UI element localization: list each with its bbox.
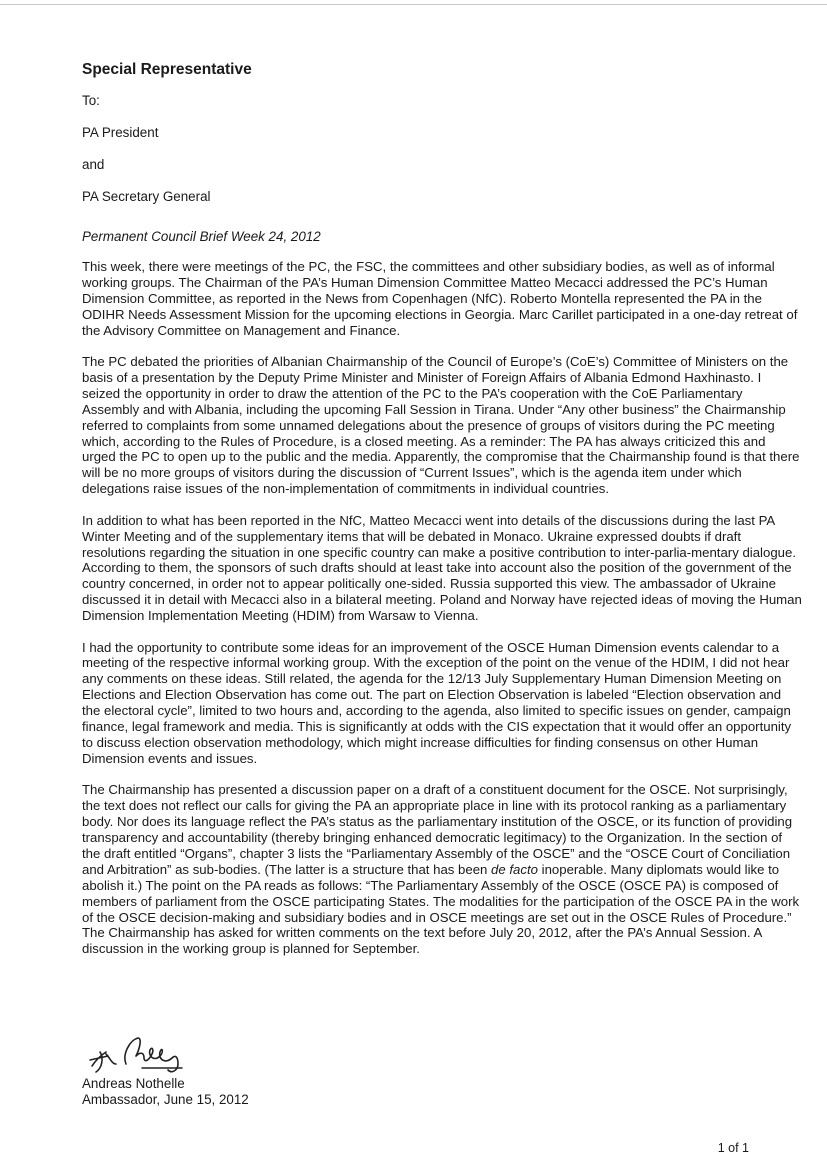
paragraph-4: I had the opportunity to contribute some ideas for an improvement of the OSCE Human Dimension events calendar to a meeting of the respective informal working group. With the exception of the point on the venue of the HDIM, I did not hear any comments on these ideas. Still related, the agenda for the 12/13 July Supplementary Human Dimension Meeting on Elections and Election Observation has come out. The part on Election Observation is labeled “Election observation and the electoral cycle”, limited to two hours and, according to the agenda, also limited to specific issues on gender, campaign finance, legal framework and media. This is significantly at odds with the CIS expectation that it would offer an opportunity to discuss election observation methodology, which might increase difficulties for finding consensus on other Human Dimension events and issues. (82, 639, 792, 766)
page-number: 1 of 1 (717, 1141, 749, 1155)
recipient-president: PA President (82, 125, 159, 140)
brief-subtitle: Permanent Council Brief Week 24, 2012 (82, 229, 321, 244)
paragraph-2: The PC debated the priorities of Albanian Chairmanship of the Council of Europe’s (CoE’s) Committee of Ministers on the basis of a presentation by the Deputy Prime Minister and Minister of Foreign Affairs of Albania Edmond Haxhinasto. I seized the opportunity in order to draw the attention of the PC to the PA’s cooperation with the CoE Parliamentary Assembly and with Albania, including the upcoming Fall Session in Tirana. Under “Any other business” the Chairmanship referred to complaints from some unnamed delegations about the presence of groups of visitors during the PC meeting which, according to the Rules of Procedure, is a closed meeting. As a reminder: The PA has always criticized this and urged the PC to open up to the public and the media. Apparently, the compromise that the Chairmanship found is that there will be no more groups of visitors during the discussion of “Current Issues”, which is the agenda item under which delegations raise issues of the non-implementation of commitments in individual countries. (82, 354, 800, 497)
paragraph-1: This week, there were meetings of the PC, the FSC, the committees and other subsidiary bodies, as well as of informal working groups. The Chairman of the PA’s Human Dimension Committee Matteo Mecacci addressed the PC’s Human Dimension Committee, as reported in the News from Copenhagen (NfC). Roberto Montella represented the PA in the ODIHR Needs Assessment Mission for the upcoming elections in Georgia. Marc Carillet participated in a one-day retreat of the Advisory Committee on Management and Finance. (82, 259, 798, 338)
paragraph-5 (82, 782, 802, 957)
paragraph-5-part-2: inoperable. Many diplomats would like to abolish it.) The point on the PA reads as follows: “The Parliamentary Assembly of the OSCE (OSCE PA) is composed of members of parliament from the OSCE participating States. The modalities for the participation of the OSCE PA in the work of the OSCE decision-making and subsidiary bodies and in OSCE meetings are set out in the OSCE Rules of Procedure.” The Chairmanship has asked for written comments on the text before July 20, 2012, after the PA’s Annual Session. A discussion in the working group is planned for September. (82, 861, 800, 957)
signature-block (82, 1030, 249, 1108)
signatory-name: Andreas Nothelle (82, 1076, 185, 1091)
recipient-conjunction: and (82, 157, 105, 172)
paragraph-3: In addition to what has been reported in the NfC, Matteo Mecacci went into details of the discussions during the last PA Winter Meeting and of the supplementary items that will be debated in Monaco. Ukraine expressed doubts if draft resolutions regarding the situation in one specific country can make a positive contribution to inter-parlia-mentary dialogue. According to them, the sponsors of such drafts should at least take into account also the position of the government of the country concerned, in order not to appear politically one-sided. Russia supported this view. The ambassador of Ukraine discussed it in detail with Mecacci also in a bilateral meeting. Poland and Norway have rejected ideas of moving the Human Dimension Implementation Meeting (HDIM) from Warsaw to Vienna. (82, 512, 802, 624)
to-label: To: (82, 93, 100, 108)
handwritten-signature (82, 1030, 202, 1076)
paragraph-5-italic: de facto (491, 861, 538, 877)
document-title: Special Representative (82, 61, 252, 78)
signatory-title-date: Ambassador, June 15, 2012 (82, 1092, 249, 1107)
recipient-secretary-general: PA Secretary General (82, 189, 211, 204)
document-body (82, 60, 802, 973)
paragraph-5-part-1: The Chairmanship has presented a discussion paper on a draft of a constituent document for the OSCE. Not surprisingly, the text does not reflect our calls for giving the PA an appropriate place in line with its protocol ranking as a parliamentary body. Nor does its language reflect the PA’s status as the parliamentary institution of the OSCE, or its function of providing transparency and accountability (thereby bringing enhanced democratic legitimacy) to the Organization. In the section of the draft entitled “Organs”, chapter 3 lists the “Parliamentary Assembly of the OSCE” and the “OSCE Court of Conciliation and Arbitration” as sub-bodies. (The latter is a structure that has been (82, 782, 793, 877)
top-rule (0, 4, 827, 5)
